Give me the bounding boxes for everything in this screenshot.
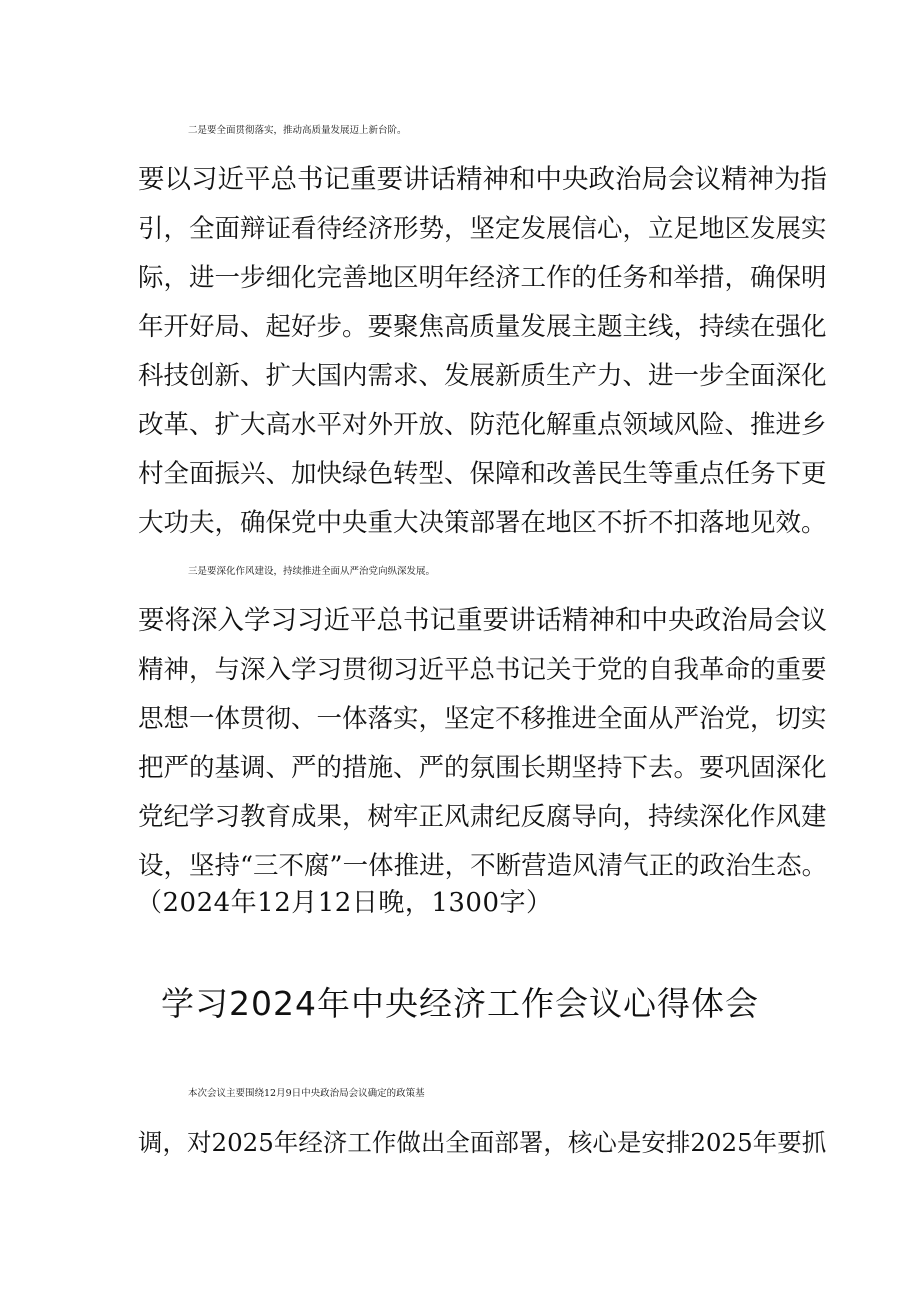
paragraph-line: 引，全面辩证看待经济形势，坚定发展信心，立足地区发展实 [138,214,827,244]
paragraph-line: 思想一体贯彻、一体落实，坚定不移推进全面从严治党，切实 [138,704,827,734]
date-wordcount-note: （2024年12月12日晚，1300字） [136,888,553,918]
paragraph-line: 精神，与深入学习贯彻习近平总书记关于党的自我革命的重要 [138,655,827,685]
article2-first-line: 本次会议主要围绕12月9日中央政治局会议确定的政策基 [188,1088,425,1099]
paragraph-line: 党纪学习教育成果，树牢正风肃纪反腐导向，持续深化作风建 [138,802,827,832]
paragraph-line: 要将深入学习习近平总书记重要讲话精神和中央政治局会议 [138,605,827,636]
paragraph-line: 大功夫，确保党中央重大决策部署在地区不折不扣落地见效。 [138,508,827,538]
section3-heading-line: 三是要深化作风建设，持续推进全面从严治党向纵深发展。 [188,566,436,577]
paragraph-line: 年开好局、起好步。要聚焦高质量发展主题主线，持续在强化 [138,312,827,342]
paragraph-line: 把严的基调、严的措施、严的氛围长期坚持下去。要巩固深化 [138,753,827,783]
paragraph-line: 改革、扩大高水平对外开放、防范化解重点领域风险、推进乡 [138,410,827,440]
paragraph-line: 际，进一步细化完善地区明年经济工作的任务和举措，确保明 [138,263,827,293]
paragraph-line: 村全面振兴、加快绿色转型、保障和改善民生等重点任务下更 [138,459,827,489]
paragraph-line: 设，坚持“三不腐”一体推进，不断营造风清气正的政治生态。 [138,851,828,881]
section2-heading-line: 二是要全面贯彻落实，推动高质量发展迈上新台阶。 [188,125,407,136]
paragraph-line: 科技创新、扩大国内需求、发展新质生产力、进一步全面深化 [138,361,827,391]
article-title: 学习2024年中央经济工作会议心得体会 [161,984,759,1023]
paragraph-line: 要以习近平总书记重要讲话精神和中央政治局会议精神为指 [138,164,827,195]
paragraph-line: 调，对2025年经济工作做出全面部署，核心是安排2025年要抓 [138,1128,827,1157]
